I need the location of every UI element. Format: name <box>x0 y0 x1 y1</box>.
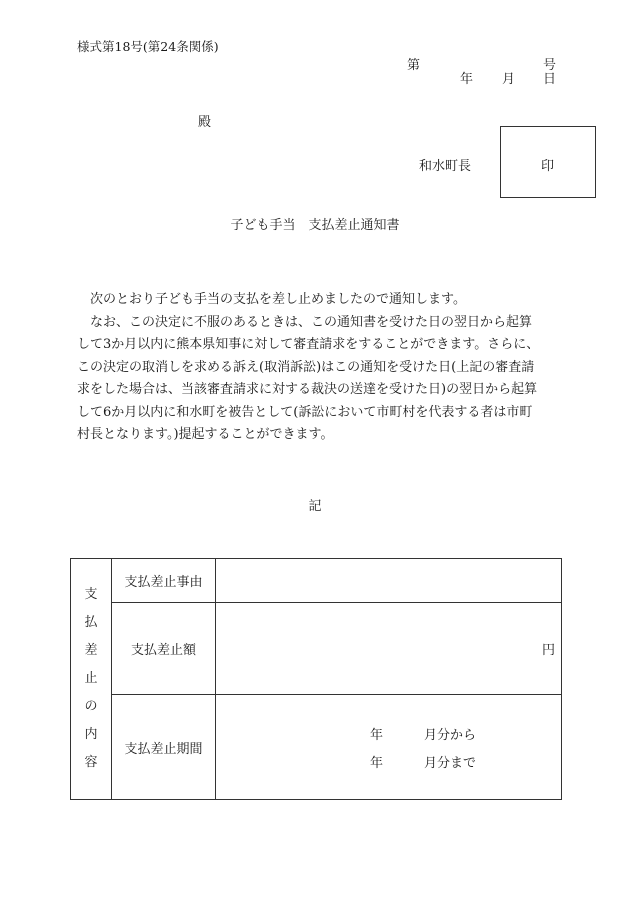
seal-label: 印 <box>541 159 555 174</box>
body-text <box>77 289 557 447</box>
suspension-details-table <box>70 558 562 800</box>
recipient-honorific: 殿 <box>198 115 212 130</box>
period-value <box>216 695 562 800</box>
body-line: して6か月以内に和水町を被告として(訴訟において市町村を代表する者は市町 <box>77 404 533 420</box>
side-header-char: 止 <box>84 671 98 686</box>
side-header-char: の <box>84 699 98 714</box>
period-from-year: 年 <box>370 727 384 743</box>
ki-heading: 記 <box>308 499 322 514</box>
date-month-label: 月 <box>502 72 516 87</box>
period-label: 支払差止期間 <box>112 695 216 800</box>
period-to <box>370 747 561 775</box>
side-header-char: 支 <box>84 587 98 602</box>
body-line: 求をした場合は、当該審査請求に対する裁決の送達を受けた日)の翌日から起算 <box>77 382 538 397</box>
reason-value <box>216 559 562 603</box>
date-year-label: 年 <box>460 72 474 87</box>
side-header-char: 容 <box>84 755 98 770</box>
period-from-month: 月分から <box>424 727 477 743</box>
title-part-allowance: 子ども手当 <box>230 218 296 233</box>
issuer-name: 和水町長 <box>419 159 472 174</box>
title-part-notice: 支払差止通知書 <box>308 218 400 233</box>
body-line: して3か月以内に熊本県知事に対して審査請求をすることができます。さらに、 <box>77 337 540 352</box>
document-title <box>0 214 630 233</box>
amount-value <box>216 603 562 695</box>
body-line: 次のとおり子ども手当の支払を差し止めましたので通知します。 <box>77 292 466 307</box>
period-to-month: 月分まで <box>424 755 477 771</box>
amount-label: 支払差止額 <box>112 603 216 695</box>
document-number-prefix: 第 <box>407 58 421 73</box>
side-header-char: 払 <box>84 615 98 630</box>
table-side-header <box>71 559 112 800</box>
form-number: 様式第18号(第24条関係) <box>77 39 219 54</box>
body-line: なお、この決定に不服のあるときは、この通知書を受けた日の翌日から起算 <box>77 314 533 330</box>
body-line: この決定の取消しを求める訴え(取消訴訟)はこの通知を受けた日(上記の審査請 <box>77 359 535 375</box>
period-to-year: 年 <box>370 755 384 771</box>
side-header-char: 内 <box>84 727 98 742</box>
side-header-char: 差 <box>84 643 98 658</box>
body-line: 村長となります。)提起することができます。 <box>77 427 334 442</box>
amount-unit: 円 <box>541 643 555 658</box>
period-from <box>370 719 561 747</box>
date-day-label: 日 <box>543 72 557 87</box>
document-number-suffix: 号 <box>543 58 557 73</box>
reason-label: 支払差止事由 <box>112 559 216 603</box>
